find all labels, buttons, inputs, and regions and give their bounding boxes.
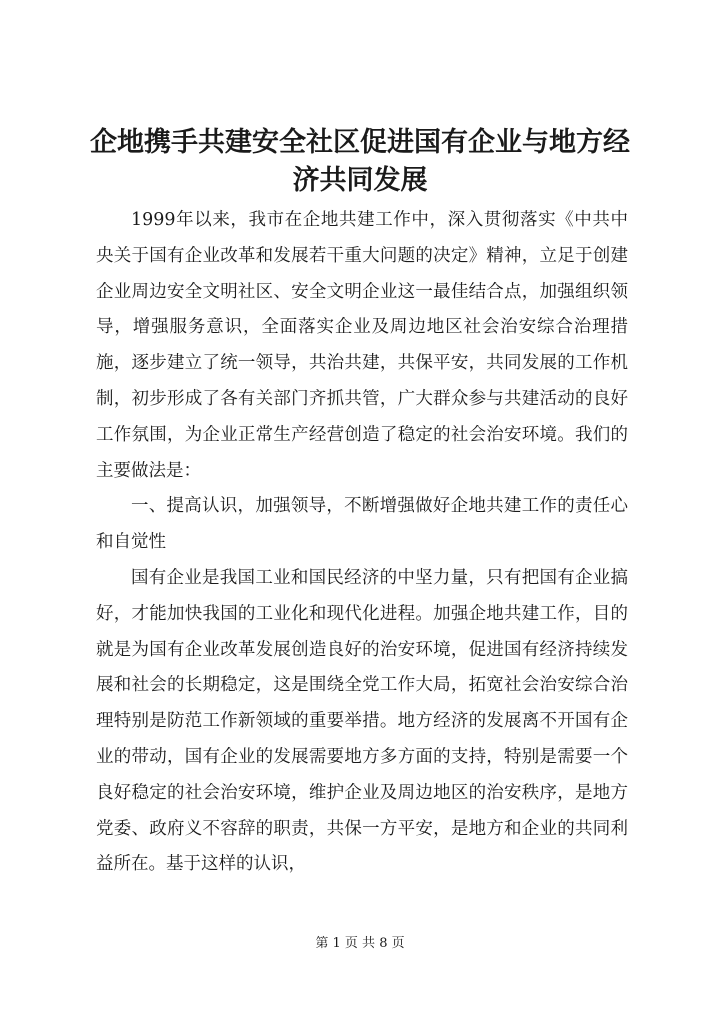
document-title: 企地携手共建安全社区促进国有企业与地方经济共同发展 bbox=[90, 127, 630, 196]
paragraph-section-1: 国有企业是我国工业和国民经济的中坚力量，只有把国有企业搞好，才能加快我国的工业化和现代化进程。加强企地共建工作，目的就是为国有企业改革发展创造良好的治安环境，促进国有经济持续发展和社会的长期稳定，这是围绕全党工作大局，拓宽社会治安综合治理特别是防范工作新领域的重要举措。地方经济的发展离不开国有企业的带动，国有企业的发展需要地方多方面的支持，特别是需要一个良好稳定的社会治安环境，维护企业及周边地区的治安秩序，是地方党委、政府义不容辞的职责，共保一方平安，是地方和企业的共同利益所在。基于这样的认识， bbox=[96, 567, 628, 875]
page-number-label: 第 1 页 共 8 页 bbox=[315, 936, 405, 951]
page-footer bbox=[0, 935, 720, 953]
paragraph-intro: 1999年以来，我市在企地共建工作中，深入贯彻落实《中共中央关于国有企业改革和发展若干重大问题的决定》精神，立足于创建企业周边安全文明社区、安全文明企业这一最佳结合点，加强组织领导，增强服务意识，全面落实企业及周边地区社会治安综合治理措施，逐步建立了统一领导，共治共建，共保平安，共同发展的工作机制，初步形成了各有关部门齐抓共管，广大群众参与共建活动的良好工作氛围，为企业正常生产经营创造了稳定的社会治安环境。我们的主要做法是： bbox=[96, 210, 628, 481]
document-body bbox=[96, 203, 628, 883]
section-heading-1: 一、提高认识，加强领导，不断增强做好企地共建工作的责任心和自觉性 bbox=[96, 496, 628, 553]
